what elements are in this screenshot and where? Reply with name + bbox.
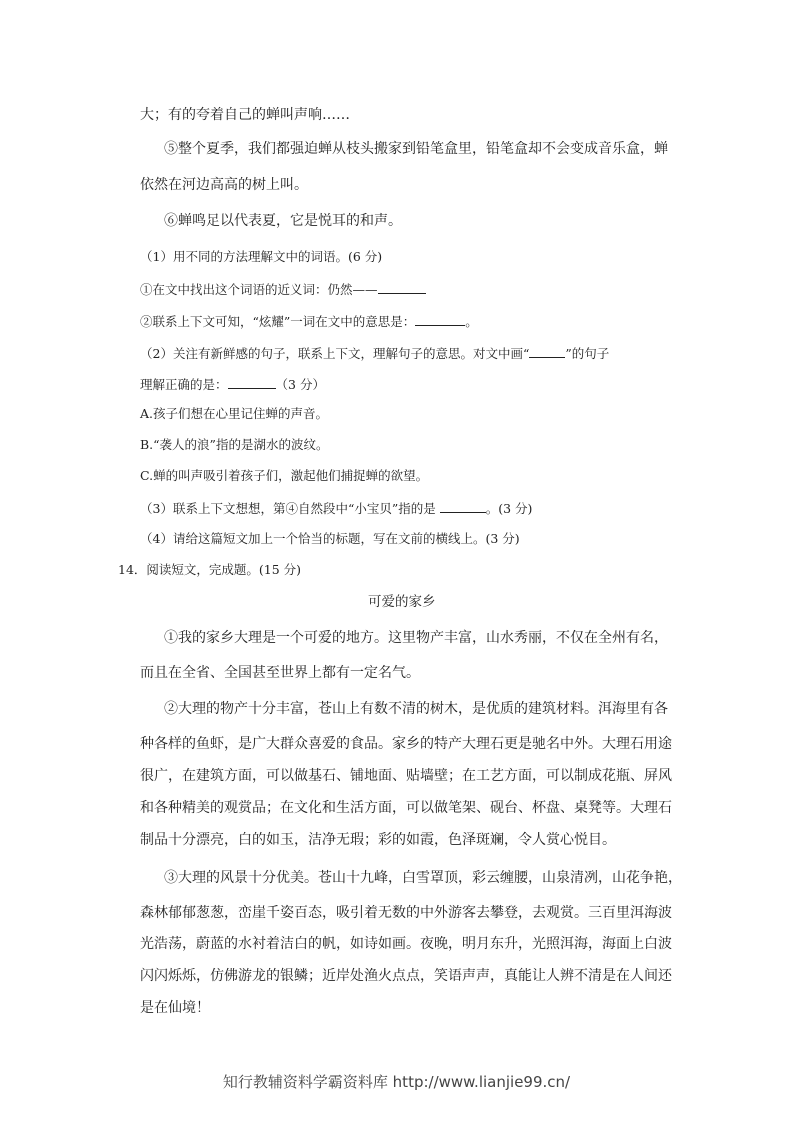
passage-line: 大；有的夸着自己的蝉叫声响…… [140,107,350,123]
question-3 [140,498,532,518]
passage-paragraph-3: ③大理的风景十分优美。苍山十九峰，白雪罩顶，彩云缠腰，山泉清冽，山花争艳， [164,870,682,886]
question-1a [140,279,426,299]
passage-line: 是在仙境！ [140,1000,210,1016]
passage-line: 而且在全省、全国甚至世界上都有一定名气。 [140,665,420,681]
passage-line: 很广，在建筑方面，可以做基石、铺地面、贴墙壁；在工艺方面，可以制成花瓶、屏风 [140,768,672,784]
passage-paragraph-1: ①我的家乡大理是一个可爱的地方。这里物产丰富，山水秀丽，不仅在全州有名， [164,630,668,646]
question-2b-score: （3 分） [275,377,325,392]
passage-line: 光浩荡，蔚蓝的水衬着洁白的帆，如诗如画。夜晚，明月东升，光照洱海，海面上白波 [140,936,672,952]
passage-title: 可爱的家乡 [368,594,436,610]
answer-blank[interactable] [440,498,486,513]
question-2b-text: 理解正确的是： [140,377,228,392]
passage-paragraph-6: ⑥蝉鸣足以代表夏，它是悦耳的和声。 [164,213,402,229]
passage-line: 种各样的鱼虾，是广大群众喜爱的食品。家乡的特产大理石更是驰名中外。大理石用途 [140,736,672,752]
question-1b [140,311,478,331]
question-4: （4）请给这篇短文加上一个恰当的标题，写在文前的横线上。(3 分) [140,531,520,546]
footer-watermark: 知行教辅资料学霸资料库 http://www.lianjie99.cn/ [222,1073,571,1091]
question-1a-text: ①在文中找出这个词语的近义词：仍然—— [140,282,378,297]
question-14-header: 14．阅读短文，完成题。(15 分) [118,562,302,577]
question-2-text: （2）关注有新鲜感的句子，联系上下文，理解句子的意思。对文中画“ [140,346,530,361]
question-2b [140,374,325,394]
passage-line: 和各种精美的观赏品；在文化和生活方面，可以做笔架、砚台、杯盘、桌凳等。大理石 [140,800,672,816]
question-2 [140,343,609,363]
passage-paragraph-5: ⑤整个夏季，我们都强迫蝉从枝头搬家到铅笔盒里，铅笔盒却不会变成音乐盒，蝉 [164,141,668,157]
passage-line: 依然在河边高高的树上叫。 [140,177,308,193]
answer-blank[interactable] [228,374,276,389]
question-2-text-end: ”的句子 [565,346,610,361]
option-b: B.“袭人的浪”指的是湖水的波纹。 [140,437,329,452]
answer-blank[interactable] [415,311,465,326]
passage-line: 闪闪烁烁，仿佛游龙的银鳞；近岸处渔火点点，笑语声声，真能让人辨不清是在人间还 [140,968,672,984]
question-3-score: 。(3 分) [485,501,533,516]
answer-blank[interactable] [378,279,426,294]
passage-line: 森林郁郁葱葱，峦崖千姿百态，吸引着无数的中外游客去攀登，去观赏。三百里洱海波 [140,905,672,921]
question-1b-end: 。 [465,314,478,329]
question-1: （1）用不同的方法理解文中的词语。(6 分) [140,249,383,264]
underline-mark [529,343,565,358]
passage-line: 制品十分漂亮，白的如玉，洁净无瑕；彩的如霞，色泽斑斓，令人赏心悦目。 [140,832,616,848]
option-c: C.蝉的叫声吸引着孩子们，激起他们捕捉蝉的欲望。 [140,468,429,483]
question-3-text: （3）联系上下文想想，第④自然段中“小宝贝”指的是 [140,501,440,516]
question-1b-text: ②联系上下文可知，“炫耀”一词在文中的意思是： [140,314,416,329]
option-a: A.孩子们想在心里记住蝉的声音。 [140,406,329,421]
passage-paragraph-2: ②大理的物产十分丰富，苍山上有数不清的树木，是优质的建筑材料。洱海里有各 [164,701,668,717]
